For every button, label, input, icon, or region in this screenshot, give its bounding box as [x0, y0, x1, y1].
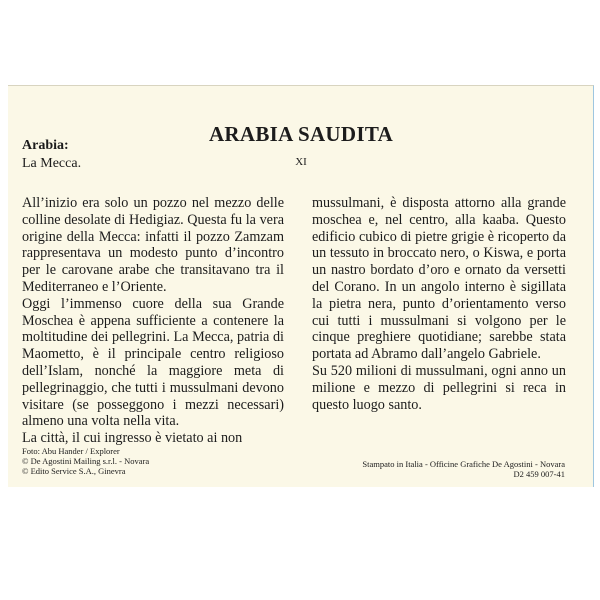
card-code: D2 459 007-41	[513, 469, 565, 479]
region-label: Arabia:	[22, 138, 69, 153]
credit-line: © Edito Service S.A., Ginevra	[22, 466, 126, 476]
printer-line: Stampato in Italia - Officine Grafiche De Agostini - Novara	[362, 459, 565, 469]
card-number: XI	[295, 156, 307, 168]
photo-credits	[22, 446, 149, 476]
paragraph: Oggi l’immenso cuore della sua Grande Moschea è appena sufficiente a contenere la moltitudine dei pellegrini. La Mecca, patria di Maometto, è il principale centro religioso dell’Islam, nonché la maggiore meta di pellegrinaggio, che tutti i mussulmani devono visitare (se posseggono i mezzi necessari) almeno una volta nella vita.	[22, 295, 284, 430]
printer-info	[360, 459, 565, 479]
paragraph: mussulmani, è disposta attorno alla grande moschea e, nel centro, alla kaaba. Questo edificio cubico di pietre grigie è ricoperto da un tessuto in broccato nero, o Kiswa, e porta un nastro bordato d’oro e ornato da versetti del Corano. In un angolo interno è sigillata la pietra nera, punto d’orientamento verso cui tutti i mussulmani si volgono per le cinque preghiere quotidiane; sarebbe stata portata ad Abramo dall’angelo Gabriele.	[312, 195, 566, 363]
paragraph: Su 520 milioni di mussulmani, ogni anno un milione e mezzo di pellegrini si reca in questo luogo santo.	[312, 362, 566, 413]
text-column-left	[22, 195, 284, 447]
credit-line: © De Agostini Mailing s.r.l. - Novara	[22, 456, 150, 466]
credit-line: Foto: Abu Hander / Explorer	[22, 446, 120, 456]
text-column-right	[312, 195, 566, 413]
city-label: La Mecca.	[22, 156, 82, 171]
country-title: ARABIA SAUDITA	[208, 122, 394, 146]
info-card	[8, 85, 594, 487]
paragraph: La città, il cui ingresso è vietato ai non	[22, 430, 243, 447]
paragraph: All’inizio era solo un pozzo nel mezzo delle colline desolate di Hedigiaz. Questa fu la vera origine della Mecca: infatti il pozzo Zamzam rappresentava un modesto punto d’incontro per le carovane arabe che transitavano tra il Mediterraneo e l’Oriente.	[22, 195, 284, 295]
